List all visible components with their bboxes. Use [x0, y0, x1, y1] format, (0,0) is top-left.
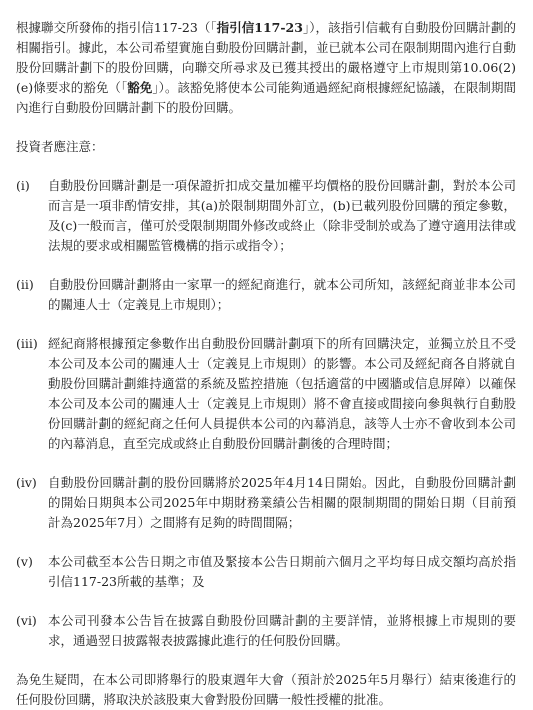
list-item-text: 自動股份回購計劃是一項保證折扣成交量加權平均價格的股份回購計劃，對於本公司而言是一項非酌情安排，其(a)於限制期間外訂立，(b)已載列股份回購的預定參數，及(c)一般而言，僅可於受限制期間外修改或終止（除非受制於或為了遵守適用法律或法規的要求或相關監管機構的指示或指令）；	[48, 178, 516, 253]
list-item-vi	[16, 611, 516, 651]
closing-paragraph: 為免生疑問，在本公司即將舉行的股東週年大會（預計於2025年5月舉行）結束後進行的任何股份回購，將取決於該股東大會對股份回購一般性授權的批准。	[16, 672, 516, 707]
intro-text-part1: 根據聯交所發佈的指引信117-23（「	[16, 20, 217, 35]
investor-notice-heading: 投資者應注意：	[16, 139, 104, 154]
list-item-number: (i)	[16, 178, 30, 193]
list-item-ii	[16, 275, 516, 315]
list-item-text: 自動股份回購計劃將由一家單一的經紀商進行，就本公司所知，該經紀商並非本公司的關連人士（定義見上市規則）；	[48, 277, 516, 312]
list-item-text: 經紀商將根據預定參數作出自動股份回購計劃項下的所有回購決定，並獨立於且不受本公司及本公司的關連人士（定義見上市規則）的影響。本公司及經紀商各自將就自動股份回購計劃維持適當的系統及監控措施（包括適當的中國牆或信息屏障）以確保本公司及本公司的關連人士（定義見上市規則）將不會直接或間接向參與執行自動股份回購計劃的經紀商之任何人員提供本公司的內幕消息，該等人士亦不會收到本公司的內幕消息，直至完成或終止自動股份回購計劃後的合理時間；	[48, 336, 516, 451]
document-page	[16, 18, 516, 710]
defined-term-waiver: 豁免	[127, 80, 153, 95]
list-item-text: 本公司刊發本公告旨在披露自動股份回購計劃的主要詳情，並將根據上市規則的要求，通過翌日披露報表披露據此進行的任何股份回購。	[48, 613, 516, 648]
list-item-number: (iii)	[16, 336, 38, 351]
list-item-i	[16, 176, 516, 256]
defined-term-guidance-letter: 指引信117-23	[216, 20, 303, 35]
list-item-text: 自動股份回購計劃的股份回購將於2025年4月14日開始。因此，自動股份回購計劃的開始日期與本公司2025年中期財務業績公告相關的限制期間的開始日期（目前預計為2025年7月）之間將有足夠的時間間隔；	[48, 475, 516, 530]
intro-text-part2: 」），該指引信載有自動股份回購計劃的相關指引。據此，本公司希望實施自動股份回購計劃，並已就本公司在限制期間內進行自動股份回購計劃下的股份回購，向聯交所尋求及已獲其授出的嚴格遵守上市規則第10.06(2)(e)條要求的豁免（「	[16, 20, 517, 95]
list-item-iv	[16, 473, 516, 533]
list-item-v	[16, 552, 516, 592]
intro-text-part3: 」）。該豁免將使本公司能夠通過經紀商根據經紀協議，在限制期間內進行自動股份回購計劃下的股份回購。	[16, 80, 516, 115]
list-item-number: (iv)	[16, 475, 37, 490]
intro-paragraph	[16, 18, 516, 118]
list-item-text: 本公司截至本公告日期之市值及緊接本公告日期前六個月之平均每日成交額均高於指引信117-23所載的基準；及	[48, 554, 516, 589]
list-item-number: (v)	[16, 554, 33, 569]
list-item-number: (ii)	[16, 277, 34, 292]
list-item-iii	[16, 334, 516, 454]
list-item-number: (vi)	[16, 613, 37, 628]
